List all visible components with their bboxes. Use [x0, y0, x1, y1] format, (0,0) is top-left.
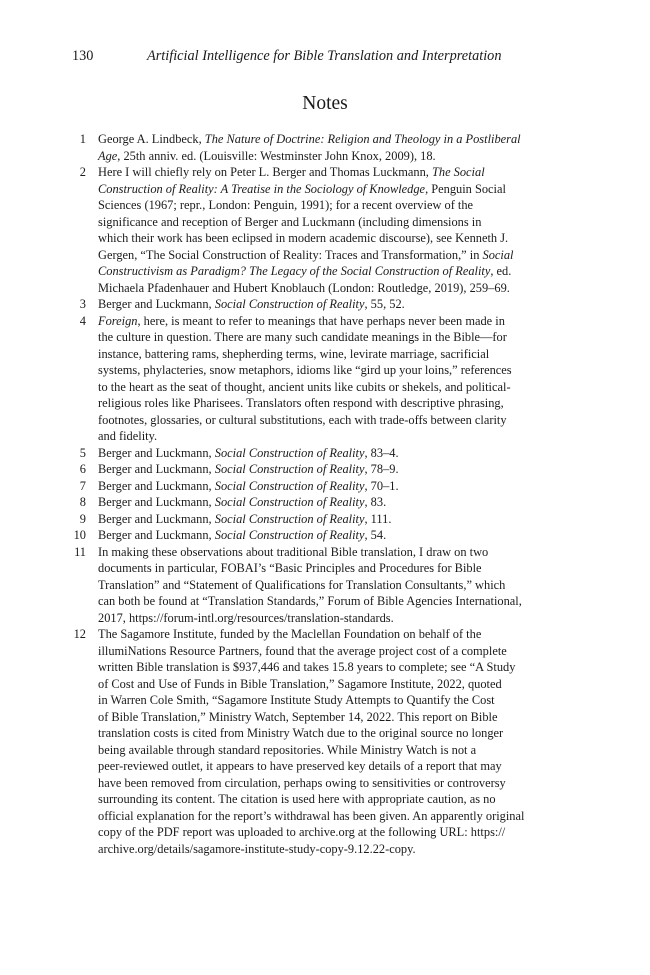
note-line — [98, 560, 566, 577]
note-text-segment: 2017, https://forum-intl.org/resources/translation-standards. — [98, 610, 394, 625]
note-line — [98, 412, 566, 429]
note-text-segment: documents in particular, FOBAI’s “Basic Principles and Procedures for Bible — [98, 561, 482, 575]
note-number: 1 — [79, 132, 86, 146]
note-text-segment: , 83–4. — [364, 445, 399, 460]
note-text-segment: , Penguin Social — [425, 181, 506, 196]
note-text-segment: Construction of Reality: A Treatise in the Sociology of Knowledge — [98, 181, 426, 196]
note-text-segment: archive.org/details/sagamore-institute-study-copy-9.12.22-copy. — [98, 841, 416, 856]
note-text-segment: systems, phylacteries, snow metaphors, idioms like “gird up your loins,” references — [98, 363, 512, 377]
note-number: 8 — [79, 495, 86, 509]
note-number: 7 — [79, 478, 86, 493]
note-number: 12 — [73, 627, 86, 641]
note-line — [98, 313, 566, 330]
note-text — [98, 626, 566, 857]
note-item — [56, 494, 566, 511]
note-text-segment: Berger and Luckmann, — [98, 445, 215, 460]
note-item — [56, 461, 566, 478]
note-line — [98, 428, 566, 445]
note-text-segment: have been removed from circulation, perhaps owing to sensitivities or controversy — [98, 775, 506, 790]
note-text-segment: The Nature of Doctrine: Religion and Theology in a Postliberal — [204, 132, 521, 146]
note-line — [98, 131, 566, 148]
note-text-segment: Berger and Luckmann, — [98, 297, 215, 311]
note-line — [98, 181, 566, 198]
note-line — [98, 230, 566, 247]
note-text-segment: Social Construction of Reality — [214, 297, 365, 311]
note-text-segment: Social Construction of Reality — [214, 528, 365, 542]
note-item — [56, 511, 566, 528]
note-text-segment: written Bible translation is $937,446 and takes 15.8 years to complete; see “A Study — [98, 660, 516, 674]
note-line — [98, 461, 566, 478]
note-line — [98, 148, 566, 165]
note-text-segment: the culture in question. There are many such candidate meanings in the Bible—for — [98, 330, 507, 344]
note-text — [98, 445, 566, 462]
note-text — [98, 164, 566, 296]
note-number: 5 — [79, 445, 86, 460]
running-header — [72, 46, 592, 66]
note-line — [98, 445, 566, 462]
note-line — [98, 577, 566, 594]
note-line — [98, 379, 566, 396]
note-text-segment: surrounding its content. The citation is used here with appropriate caution, as no — [98, 792, 496, 806]
note-number: 3 — [79, 297, 86, 311]
note-line — [98, 263, 566, 280]
note-item — [56, 626, 566, 857]
note-line — [98, 709, 566, 726]
note-number: 2 — [79, 165, 86, 179]
note-item — [56, 527, 566, 544]
note-text-segment: footnotes, glossaries, or cultural substitutions, each with trade-offs between clarity — [98, 412, 507, 427]
note-line — [98, 791, 566, 808]
note-line — [98, 494, 566, 511]
note-text-segment: Berger and Luckmann, — [98, 462, 215, 476]
note-text-segment: , 70–1. — [364, 478, 399, 493]
note-text-segment: copy of the PDF report was uploaded to archive.org at the following URL: https:// — [98, 825, 506, 839]
note-line — [98, 742, 566, 759]
note-text-segment: being available through standard repositories. While Ministry Watch is not a — [98, 742, 477, 757]
note-line — [98, 626, 566, 643]
note-text-segment: Social — [482, 247, 514, 262]
note-line — [98, 775, 566, 792]
note-text — [98, 527, 566, 544]
note-text-segment: can both be found at “Translation Standards,” Forum of Bible Agencies International, — [98, 594, 522, 608]
note-line — [98, 593, 566, 610]
note-line — [98, 478, 566, 495]
note-line — [98, 692, 566, 709]
note-line — [98, 610, 566, 627]
note-line — [98, 725, 566, 742]
note-line — [98, 164, 566, 181]
note-text-segment: Constructivism as Paradigm? The Legacy of the Social Construction of Reality — [98, 264, 491, 278]
note-text-segment: of Bible Translation,” Ministry Watch, September 14, 2022. This report on Bible — [98, 709, 498, 724]
note-item — [56, 544, 566, 627]
note-text-segment: peer-reviewed outlet, it appears to have preserved key details of a report that may — [98, 759, 502, 773]
note-line — [98, 362, 566, 379]
note-text-segment: , 25th anniv. ed. (Louisville: Westminster John Knox, 2009), 18. — [117, 148, 436, 163]
note-text-segment: of Cost and Use of Funds in Bible Translation,” Sagamore Institute, 2022, quoted — [98, 676, 502, 691]
note-line — [98, 659, 566, 676]
note-text-segment: , ed. — [490, 264, 512, 278]
note-text-segment: which their work has been eclipsed in modern academic discourse), see Kenneth J. — [98, 231, 509, 245]
note-line — [98, 346, 566, 363]
note-text-segment: Berger and Luckmann, — [98, 511, 215, 526]
note-line — [98, 395, 566, 412]
note-text — [98, 461, 566, 478]
note-number: 10 — [73, 528, 86, 542]
note-text-segment: Social Construction of Reality — [214, 478, 365, 493]
note-text-segment: translation costs is cited from Ministry Watch due to the original source no longer — [98, 726, 504, 740]
note-text-segment: Berger and Luckmann, — [98, 478, 215, 493]
running-title: Artificial Intelligence for Bible Translation and Interpretation — [147, 48, 502, 64]
note-item — [56, 131, 566, 164]
note-text-segment: Michaela Pfadenhauer and Hubert Knoblauch (London: Routledge, 2019), 259–69. — [98, 280, 510, 295]
note-item — [56, 296, 566, 313]
note-line — [98, 544, 566, 561]
note-line — [98, 247, 566, 264]
note-text-segment: George A. Lindbeck, — [98, 132, 205, 146]
note-text-segment: , 55, 52. — [364, 297, 405, 311]
note-text-segment: and fidelity. — [98, 429, 158, 443]
note-item — [56, 478, 566, 495]
note-text-segment: Social Construction of Reality — [214, 511, 365, 526]
notes-list — [56, 131, 566, 857]
note-line — [98, 824, 566, 841]
note-text-segment: Translation” and “Statement of Qualifications for Translation Consultants,” which — [98, 577, 506, 592]
note-line — [98, 329, 566, 346]
note-text-segment: religious roles like Pharisees. Translators often respond with descriptive phrasing, — [98, 396, 504, 410]
note-item — [56, 445, 566, 462]
note-text-segment: , 83. — [364, 495, 387, 509]
note-text-segment: Gergen, “The Social Construction of Reality: Traces and Transformation,” in — [98, 247, 483, 262]
note-line — [98, 643, 566, 660]
note-text — [98, 296, 566, 313]
note-text-segment: instance, battering rams, shepherding terms, wine, levirate marriage, sacrificial — [98, 346, 490, 361]
note-line — [98, 511, 566, 528]
note-number: 9 — [79, 511, 86, 526]
note-line — [98, 214, 566, 231]
note-text — [98, 544, 566, 627]
note-text-segment: , here, is meant to refer to meanings that have perhaps never been made in — [137, 313, 505, 328]
note-text-segment: Here I will chiefly rely on Peter L. Berger and Thomas Luckmann, — [98, 165, 432, 179]
note-text-segment: Sciences (1967; repr., London: Penguin, 1991); for a recent overview of the — [98, 198, 474, 212]
note-line — [98, 527, 566, 544]
note-number: 11 — [74, 544, 86, 559]
note-line — [98, 280, 566, 297]
note-text-segment: to the heart as the seat of thought, ancient units like cubits or shekels, and political- — [98, 379, 511, 394]
note-number: 6 — [79, 462, 86, 476]
note-text-segment: Social Construction of Reality — [214, 445, 365, 460]
note-line — [98, 808, 566, 825]
note-text — [98, 313, 566, 445]
note-text-segment: In making these observations about traditional Bible translation, I draw on two — [98, 544, 489, 559]
note-line — [98, 296, 566, 313]
note-text-segment: illumiNations Resource Partners, found that the average project cost of a complete — [98, 643, 507, 658]
note-text-segment: The Sagamore Institute, funded by the Maclellan Foundation on behalf of the — [98, 627, 482, 641]
note-text-segment: Berger and Luckmann, — [98, 528, 215, 542]
note-text — [98, 494, 566, 511]
note-text-segment: , 54. — [364, 528, 387, 542]
note-text-segment: Social Construction of Reality — [214, 495, 365, 509]
note-text — [98, 511, 566, 528]
note-line — [98, 197, 566, 214]
note-item — [56, 164, 566, 296]
note-text-segment: , 111. — [364, 511, 392, 526]
note-line — [98, 676, 566, 693]
note-text-segment: , 78–9. — [364, 462, 399, 476]
note-text-segment: significance and reception of Berger and Luckmann (including dimensions in — [98, 214, 482, 229]
note-text-segment: official explanation for the report’s withdrawal has been given. An apparently original — [98, 808, 525, 823]
note-text-segment: Social Construction of Reality — [214, 462, 365, 476]
note-text — [98, 478, 566, 495]
note-line — [98, 841, 566, 858]
note-line — [98, 758, 566, 775]
note-text-segment: Foreign — [98, 313, 138, 328]
note-text — [98, 131, 566, 164]
page-number: 130 — [72, 48, 94, 64]
note-text-segment: in Warren Cole Smith, “Sagamore Institute Study Attempts to Quantify the Cost — [98, 693, 495, 707]
note-text-segment: The Social — [431, 165, 485, 179]
note-text-segment: Berger and Luckmann, — [98, 495, 215, 509]
note-number: 4 — [79, 313, 86, 328]
notes-heading: Notes — [302, 93, 348, 114]
note-text-segment: Age — [98, 148, 118, 163]
note-item — [56, 313, 566, 445]
